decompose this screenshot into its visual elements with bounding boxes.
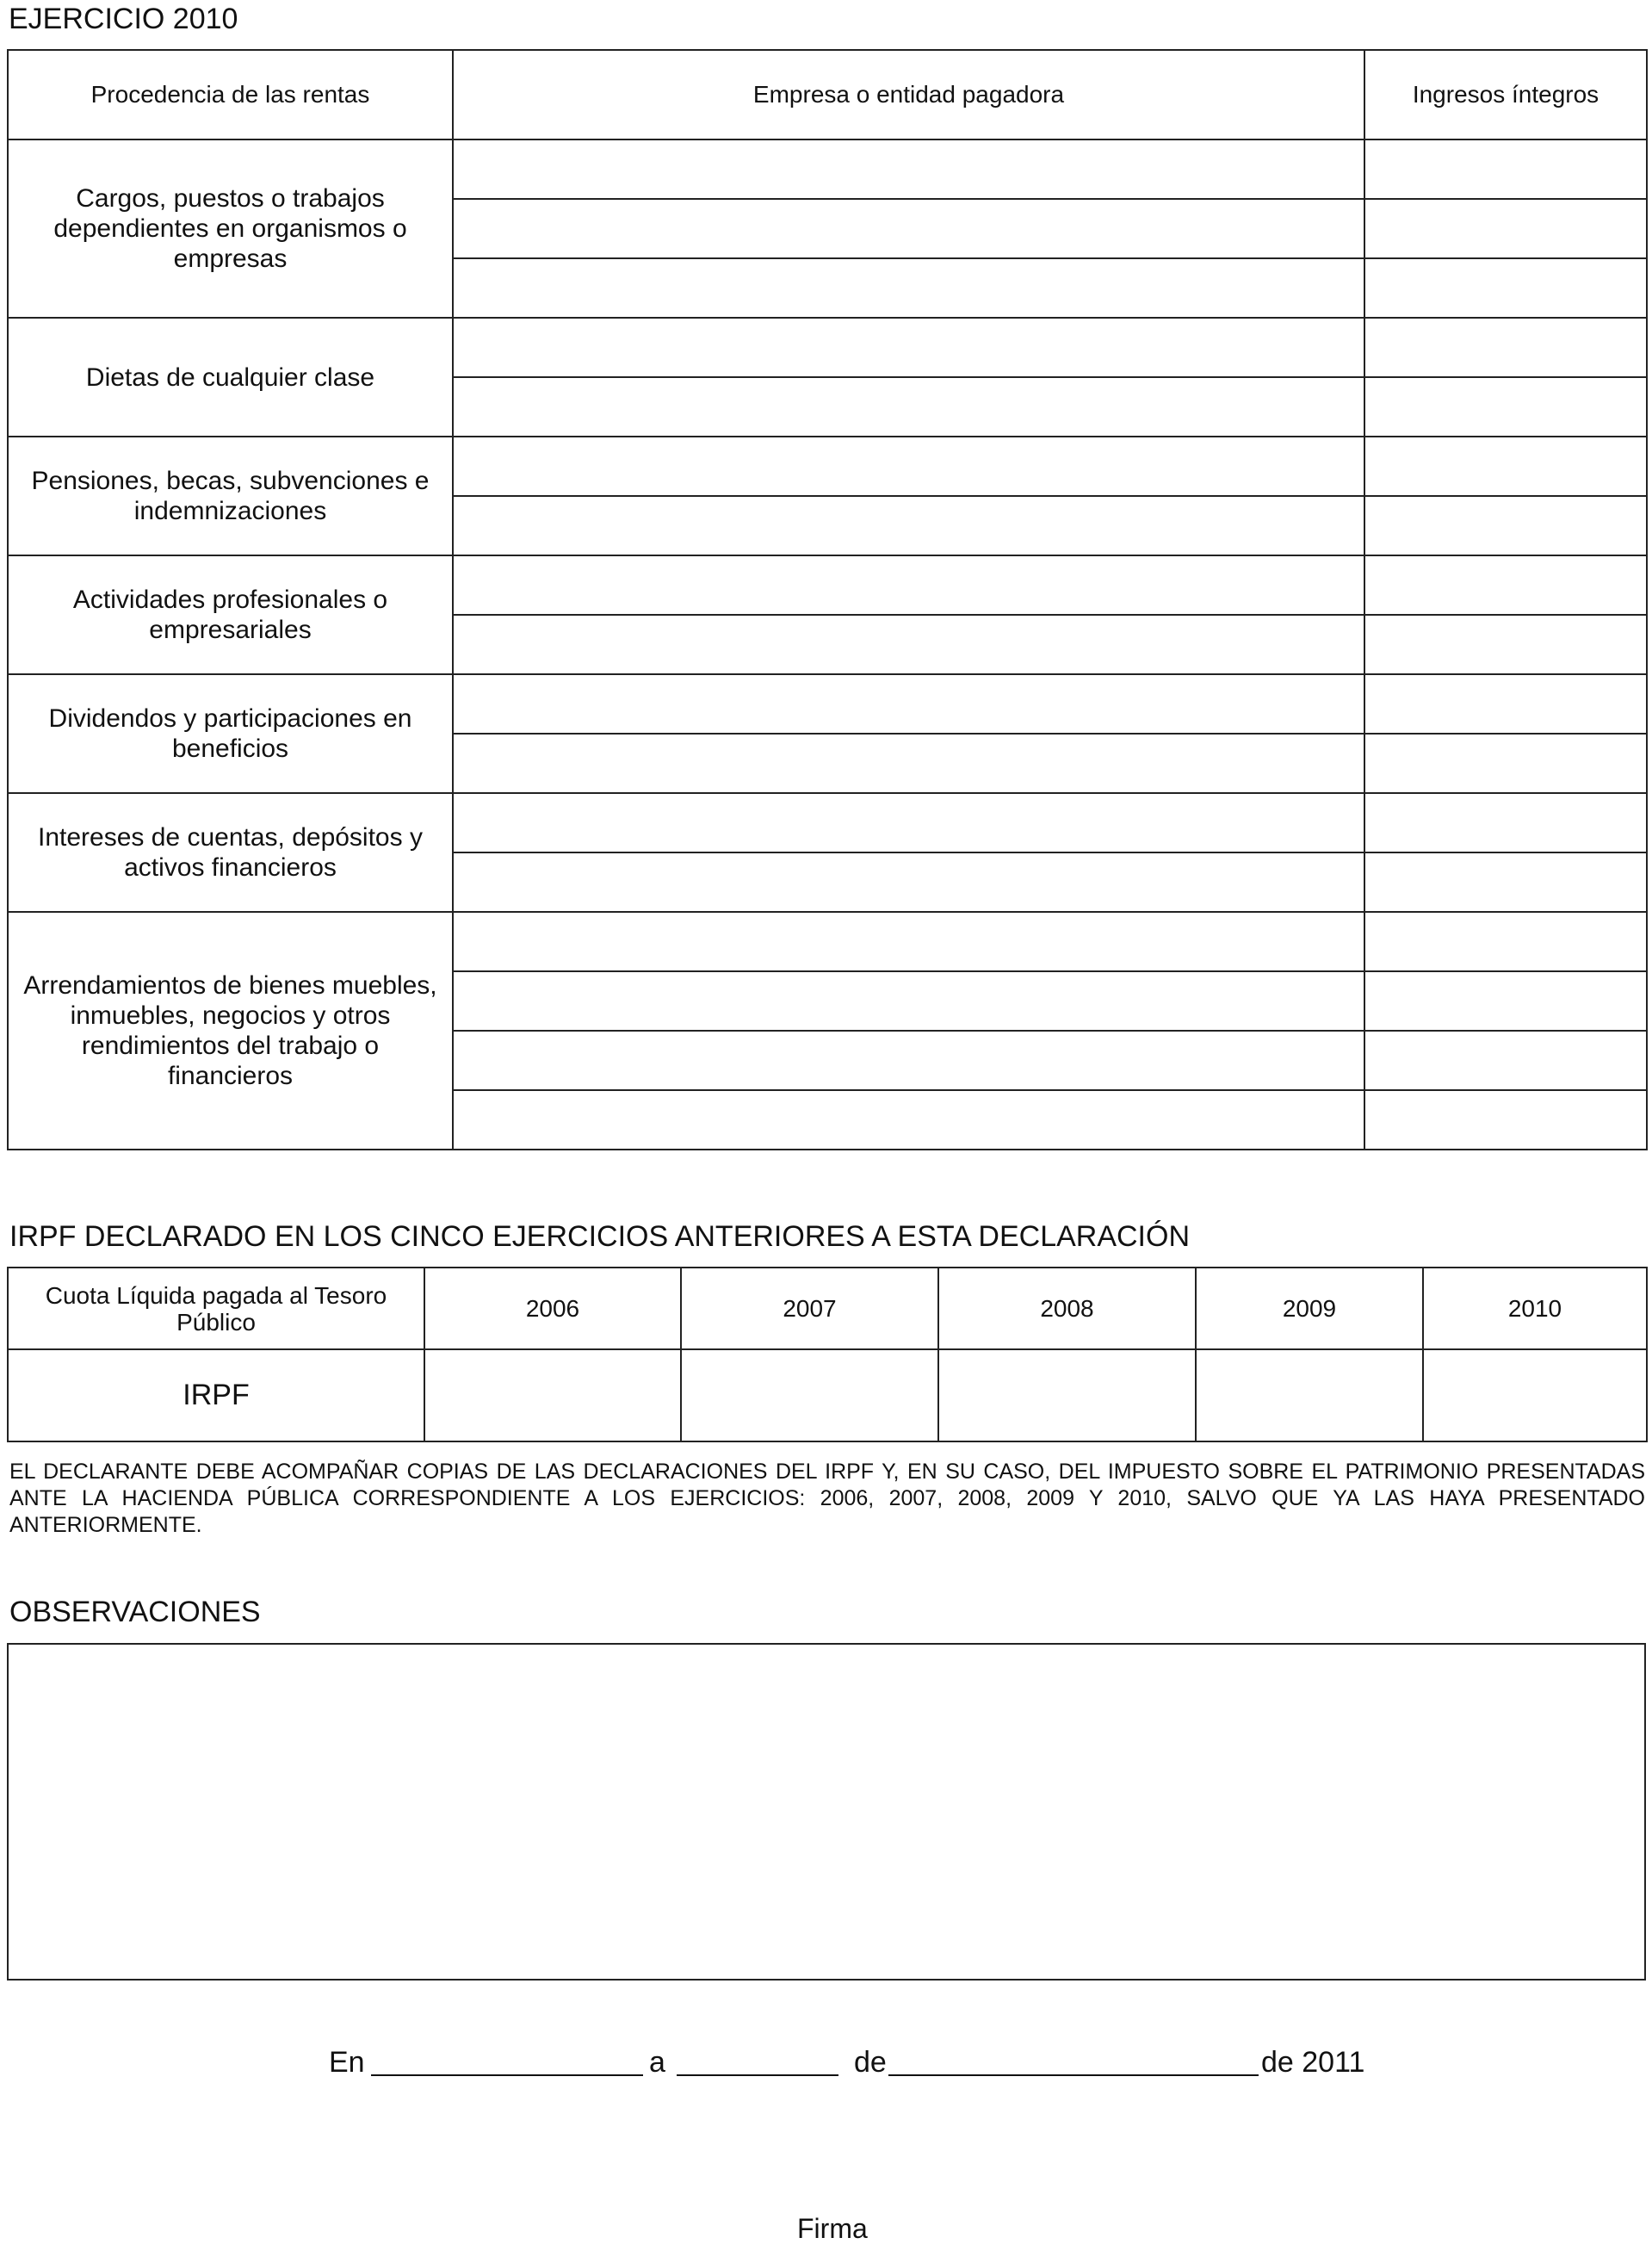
- empresa-field[interactable]: [453, 1090, 1364, 1150]
- header-empresa: Empresa o entidad pagadora: [453, 50, 1364, 139]
- ingresos-field[interactable]: [1364, 318, 1647, 377]
- ingresos-field[interactable]: [1364, 734, 1647, 793]
- year-2010: 2010: [1423, 1268, 1647, 1349]
- rentas-table: [7, 49, 1648, 1150]
- category-dietas: Dietas de cualquier clase: [8, 318, 453, 437]
- observaciones-title: OBSERVACIONES: [9, 1596, 261, 1628]
- year-2008: 2008: [938, 1268, 1196, 1349]
- empresa-field[interactable]: [453, 318, 1364, 377]
- category-intereses: Intereses de cuentas, depósitos y activos financieros: [8, 793, 453, 912]
- irpf-label: IRPF: [8, 1349, 424, 1441]
- irpf-2007-field[interactable]: [681, 1349, 938, 1441]
- empresa-field[interactable]: [453, 971, 1364, 1031]
- a-label: a: [649, 2046, 665, 2079]
- table-row: [8, 555, 1647, 615]
- ingresos-field[interactable]: [1364, 912, 1647, 971]
- header-procedencia: Procedencia de las rentas: [8, 50, 453, 139]
- table-row: [8, 139, 1647, 199]
- category-cargos: Cargos, puestos o trabajos dependientes en organismos o empresas: [8, 139, 453, 318]
- firma-label: Firma: [797, 2213, 868, 2244]
- declarante-notice: EL DECLARANTE DEBE ACOMPAÑAR COPIAS DE LAS DECLARACIONES DEL IRPF Y, EN SU CASO, DEL IMPUESTO SOBRE EL PATRIMONIO PRESENTADAS ANTE LA HACIENDA PÚBLICA CORRESPONDIENTE A LOS EJERCICIOS: 2006, 2007, 2008, 2009 Y 2010, SALVO QUE YA LAS HAYA PRESENTADO ANTERIORMENTE.: [9, 1460, 1645, 1537]
- table-row: [8, 318, 1647, 377]
- empresa-field[interactable]: [453, 793, 1364, 852]
- empresa-field[interactable]: [453, 734, 1364, 793]
- table-row: [8, 912, 1647, 971]
- de-label: de: [854, 2046, 887, 2079]
- year-2006: 2006: [424, 1268, 681, 1349]
- year-2007: 2007: [681, 1268, 938, 1349]
- ingresos-field[interactable]: [1364, 1090, 1647, 1150]
- en-label: En: [329, 2046, 365, 2079]
- ingresos-field[interactable]: [1364, 1031, 1647, 1090]
- month-blank-line[interactable]: [888, 2074, 1259, 2076]
- ejercicio-title: EJERCICIO 2010: [9, 3, 238, 35]
- ingresos-field[interactable]: [1364, 615, 1647, 674]
- category-arrendamientos: Arrendamientos de bienes muebles, inmuebles, negocios y otros rendimientos del trabajo o financieros: [8, 912, 453, 1150]
- irpf-2009-field[interactable]: [1196, 1349, 1423, 1441]
- empresa-field[interactable]: [453, 674, 1364, 734]
- empresa-field[interactable]: [453, 615, 1364, 674]
- irpf-2006-field[interactable]: [424, 1349, 681, 1441]
- day-blank-line[interactable]: [677, 2074, 838, 2076]
- irpf-2008-field[interactable]: [938, 1349, 1196, 1441]
- empresa-field[interactable]: [453, 852, 1364, 912]
- year-2009: 2009: [1196, 1268, 1423, 1349]
- ingresos-field[interactable]: [1364, 971, 1647, 1031]
- ingresos-field[interactable]: [1364, 377, 1647, 437]
- empresa-field[interactable]: [453, 199, 1364, 258]
- ingresos-field[interactable]: [1364, 496, 1647, 555]
- category-pensiones: Pensiones, becas, subvenciones e indemnizaciones: [8, 437, 453, 555]
- ingresos-field[interactable]: [1364, 852, 1647, 912]
- irpf-value-row: [8, 1349, 1647, 1441]
- category-actividades: Actividades profesionales o empresariales: [8, 555, 453, 674]
- header-ingresos: Ingresos íntegros: [1364, 50, 1647, 139]
- table-row: [8, 437, 1647, 496]
- cuota-liquida-label: Cuota Líquida pagada al Tesoro Público: [8, 1268, 424, 1349]
- rentas-header-row: [8, 50, 1647, 139]
- ingresos-field[interactable]: [1364, 674, 1647, 734]
- observaciones-box[interactable]: [7, 1643, 1646, 1981]
- irpf-section-title: IRPF DECLARADO EN LOS CINCO EJERCICIOS ANTERIORES A ESTA DECLARACIÓN: [9, 1220, 1191, 1253]
- empresa-field[interactable]: [453, 377, 1364, 437]
- ingresos-field[interactable]: [1364, 199, 1647, 258]
- irpf-table: [7, 1267, 1648, 1442]
- empresa-field[interactable]: [453, 555, 1364, 615]
- irpf-header-row: [8, 1268, 1647, 1349]
- table-row: [8, 674, 1647, 734]
- ingresos-field[interactable]: [1364, 437, 1647, 496]
- ingresos-field[interactable]: [1364, 555, 1647, 615]
- category-dividendos: Dividendos y participaciones en beneficios: [8, 674, 453, 793]
- irpf-2010-field[interactable]: [1423, 1349, 1647, 1441]
- empresa-field[interactable]: [453, 496, 1364, 555]
- empresa-field[interactable]: [453, 912, 1364, 971]
- table-row: [8, 793, 1647, 852]
- place-blank-line[interactable]: [371, 2074, 643, 2076]
- empresa-field[interactable]: [453, 258, 1364, 318]
- empresa-field[interactable]: [453, 437, 1364, 496]
- ingresos-field[interactable]: [1364, 258, 1647, 318]
- empresa-field[interactable]: [453, 139, 1364, 199]
- ingresos-field[interactable]: [1364, 793, 1647, 852]
- empresa-field[interactable]: [453, 1031, 1364, 1090]
- ingresos-field[interactable]: [1364, 139, 1647, 199]
- year-label: de 2011: [1261, 2046, 1365, 2079]
